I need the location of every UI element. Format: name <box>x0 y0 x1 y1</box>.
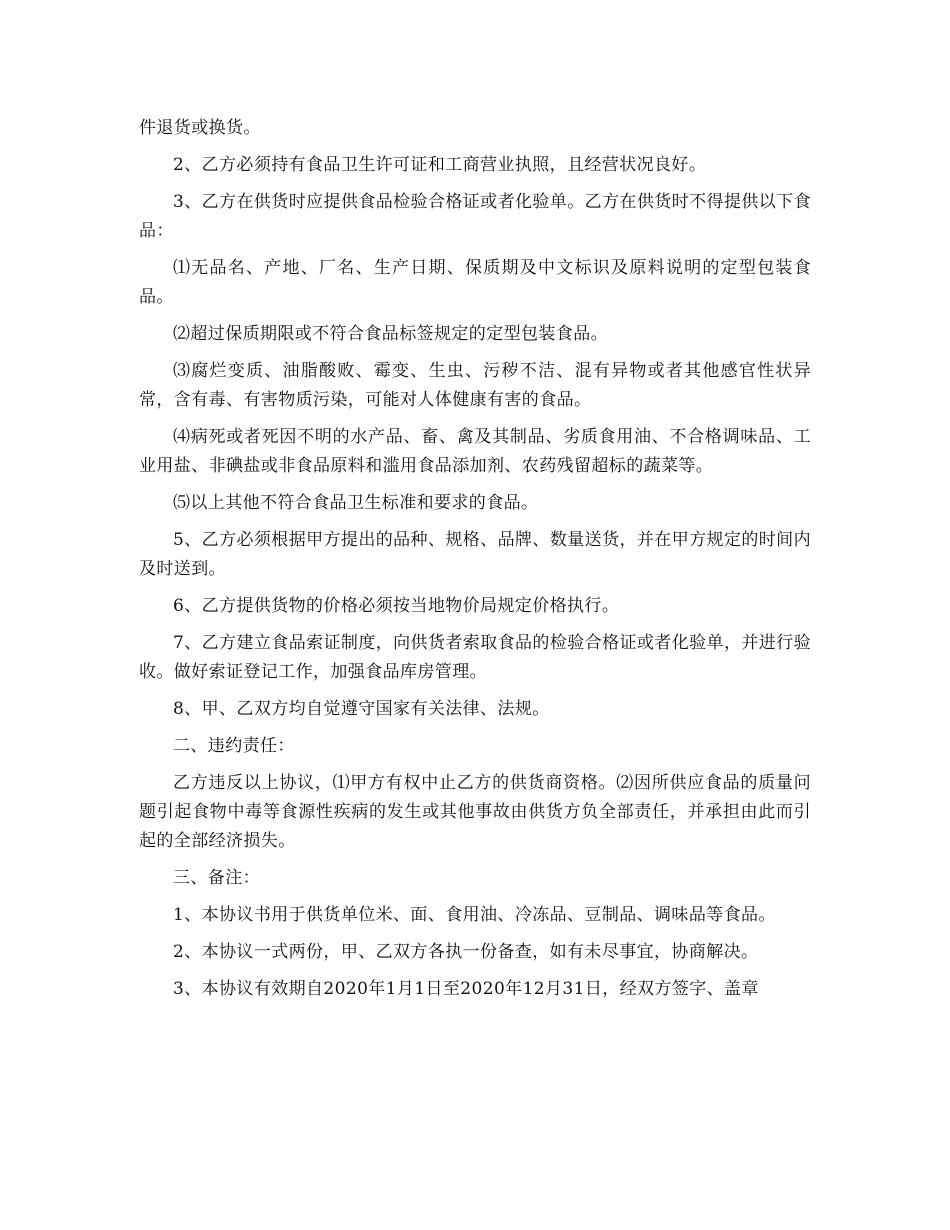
document-body <box>139 114 811 1012</box>
paragraph: 2、本协议一式两份，甲、乙双方各执一份备查，如有未尽事宜，协商解决。 <box>173 942 759 962</box>
paragraph: ⑵超过保质期限或不符合食品标签规定的定型包装食品。 <box>173 324 608 344</box>
paragraph: 6、乙方提供货物的价格必须按当地物价局规定价格执行。 <box>173 596 620 616</box>
paragraph: 件退货或换货。 <box>139 118 261 138</box>
paragraph: 乙方违反以上协议，⑴甲方有权中止乙方的供货商资格。⑵因所供应食品的质量问题引起食物中毒等食源性疾病的发生或其他事故由供货方负全部责任，并承担由此而引起的全部经济损失。 <box>139 773 811 851</box>
paragraph: ⑷病死或者死因不明的水产品、畜、禽及其制品、劣质食用油、不合格调味品、工业用盐、非碘盐或非食品原料和滥用食品添加剂、农药残留超标的蔬菜等。 <box>139 427 811 476</box>
paragraph: 5、乙方必须根据甲方提出的品种、规格、品牌、数量送货，并在甲方规定的时间内及时送到。 <box>139 530 811 579</box>
section-heading: 三、备注： <box>173 868 260 888</box>
paragraph: ⑸以上其他不符合食品卫生标准和要求的食品。 <box>173 493 539 513</box>
paragraph: 3、本协议有效期自2020年1月1日至2020年12月31日，经双方签字、盖章 <box>173 979 759 999</box>
paragraph: 8、甲、乙双方均自觉遵守国家有关法律、法规。 <box>173 699 550 719</box>
paragraph: ⑶腐烂变质、油脂酸败、霉变、生虫、污秽不洁、混有异物或者其他感官性状异常，含有毒、有害物质污染，可能对人体健康有害的食品。 <box>139 361 811 410</box>
paragraph: 2、乙方必须持有食品卫生许可证和工商营业执照，且经营状况良好。 <box>173 155 707 175</box>
paragraph: ⑴无品名、产地、厂名、生产日期、保质期及中文标识及原料说明的定型包装食品。 <box>139 258 811 307</box>
paragraph: 7、乙方建立食品索证制度，向供货者索取食品的检验合格证或者化验单，并进行验收。做好索证登记工作，加强食品库房管理。 <box>139 633 811 682</box>
section-heading: 二、违约责任： <box>173 736 295 756</box>
paragraph: 3、乙方在供货时应提供食品检验合格证或者化验单。乙方在供货时不得提供以下食品： <box>139 192 811 241</box>
paragraph: 1、本协议书用于供货单位米、面、食用油、冷冻品、豆制品、调味品等食品。 <box>173 905 776 925</box>
